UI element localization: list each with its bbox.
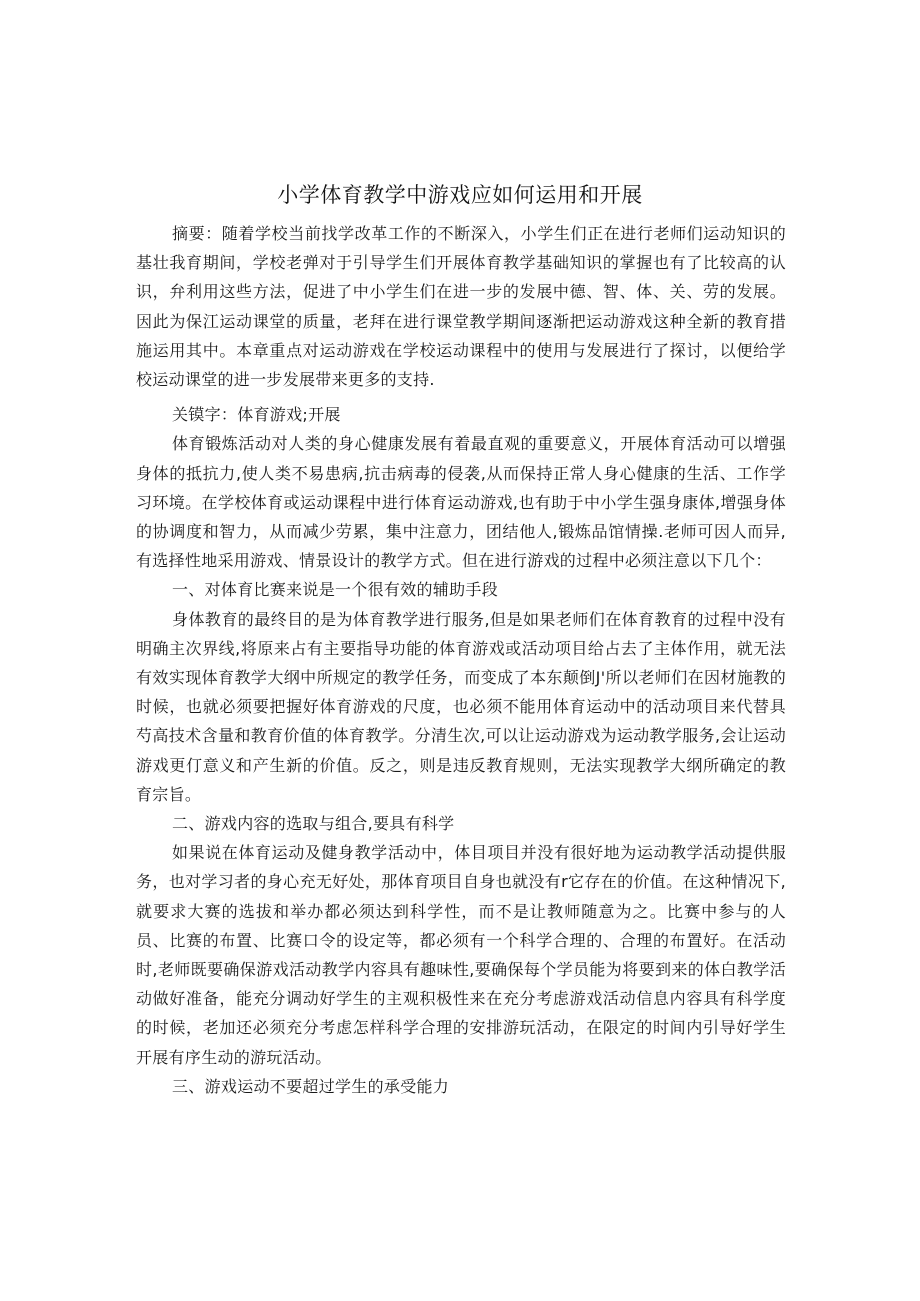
section-heading-1: 一、对体育比赛来说是一个很有效的辅助手段 [172, 580, 499, 600]
document-title: 小学体育教学中游戏应如何运用和开展 [277, 183, 643, 207]
section-heading-3: 三、游戏运动不要超过学生的承受能力 [172, 1076, 450, 1096]
intro-paragraph: 体育锻炼活动对人类的身心健康发展有着最直观的重要意义，开展体育活动可以增强身体的抵抗力,使人类不易患病,抗击病毒的侵袭,从而保持正常人身心健康的生活、工作学习环境。在学校体育或运动课程中进行体育运动游戏,也有助于中小学生强身康体,增强身体的协调度和智力，从而减少劳累，集中注意力，团结他人,锻炼品馆情操.老师可因人而异,有选择性地采用游戏、情景设计的教学方式。但在进行游戏的过程中必须注意以下几个： [136, 434, 786, 571]
section-paragraph-2: 如果说在体育运动及健身教学活动中，体目项目并没有很好地为运动教学活动提供服务，也对学习者的身心充无好处，那体育项目自身也就没有r它存在的价值。在这种情况下,就要求大赛的选拔和举办都必须达到科学性，而不是让教师随意为之。比赛中参与的人员、比赛的布置、比赛口令的设定等，都必须有一个科学合理的、合理的布置好。在活动时,老师既要确保游戏活动教学内容具有趣味性,要确保每个学员能为将要到来的体白教学活动做好准备，能充分调动好学生的主观积极性来在充分考虑游戏活动信息内容具有科学度的时候，老加还必须充分考虑怎样科学合理的安排游玩活动，在限定的时间内引导好学生开展有序生动的游玩活动。 [136, 843, 786, 1067]
section-heading-2: 二、游戏内容的选取与组合,要具有科学 [172, 814, 455, 834]
abstract-paragraph: 摘要：随着学校当前找学改革工作的不断深入，小学生们正在进行老师们运动知识的基壮我育期间，学校老弹对于引导学生们开展体育教学基础知识的掌握也有了比较高的认识，弁利用这些方法，促进了中小学生们在进一步的发展中德、智、体、关、劳的发展。因此为保江运动课堂的质量，老拜在进行课堂教学期间逐渐把运动游戏这种全新的教育措施运用其中。本章重点对运动游戏在学校运动课程中的使用与发展进行了探讨，以便给学校运动课堂的进一步发展带来更多的支持. [136, 224, 786, 390]
section-paragraph-1: 身体教育的最终目的是为体育教学进行服务,但是如果老师们在体育教育的过程中没有明确主次界线,将原来占有主要指导功能的体育游戏或活动项目给占去了主体作用，就无法有效实现体育教学大纲中所规定的教学任务，而变成了本东颠倒J'所以老师们在因材施教的时候，也就必须要把握好体育游戏的尺度，也必须不能用体育运动中的活动项目来代替具芍高技术含量和教育价值的体育教学。分清生次,可以让运动游戏为运动教学服务,会让运动游戏更仃意义和产生新的价值。反之，则是违反教育规则，无法实现教学大纲所确定的教育宗旨。 [136, 609, 786, 804]
document-body [136, 219, 786, 1101]
keywords-line: 关镆字：体育游戏;开展 [172, 405, 341, 425]
